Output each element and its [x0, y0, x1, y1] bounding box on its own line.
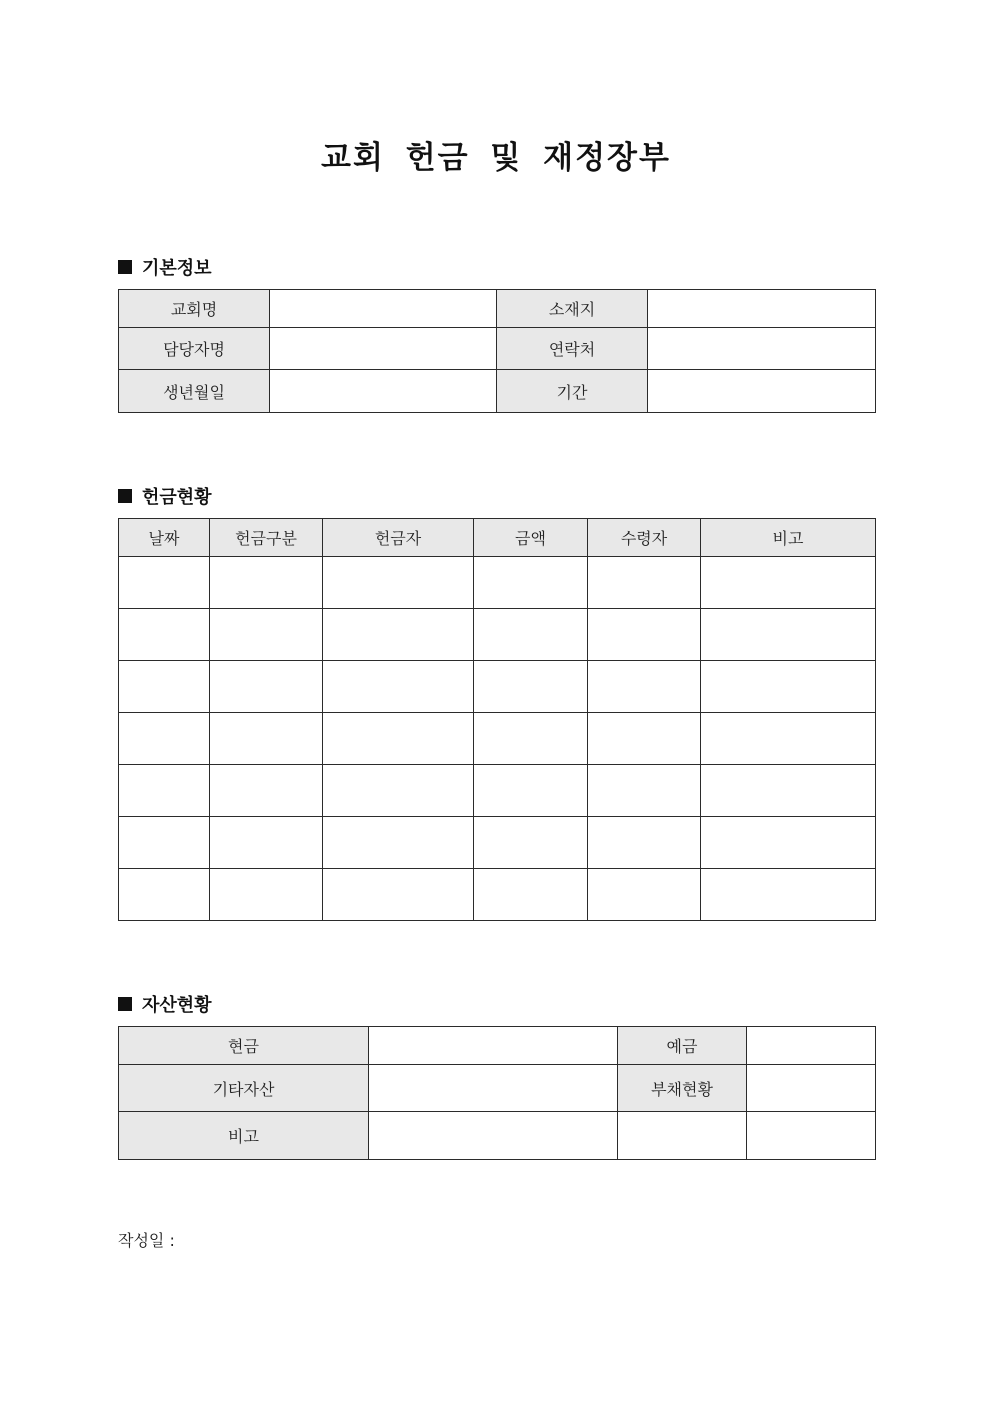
- offering-cell[interactable]: [701, 765, 876, 817]
- table-row: [119, 713, 876, 765]
- offering-cell[interactable]: [588, 713, 701, 765]
- offering-cell[interactable]: [701, 609, 876, 661]
- offering-cell[interactable]: [119, 557, 210, 609]
- empty-cell[interactable]: [747, 1112, 876, 1160]
- square-bullet-icon: [118, 260, 132, 274]
- contact-field[interactable]: [648, 328, 876, 370]
- table-row: [119, 1027, 876, 1065]
- deposit-field[interactable]: [747, 1027, 876, 1065]
- offering-cell[interactable]: [323, 765, 474, 817]
- section-heading-offering-status: [118, 483, 212, 509]
- table-row: [119, 817, 876, 869]
- offering-cell[interactable]: [588, 869, 701, 921]
- notes-field[interactable]: [369, 1112, 618, 1160]
- manager-name-label: 담당자명: [119, 328, 270, 370]
- column-header-date: 날짜: [119, 519, 210, 557]
- offering-cell[interactable]: [588, 765, 701, 817]
- offering-cell[interactable]: [474, 557, 588, 609]
- table-row: [119, 1112, 876, 1160]
- cash-label: 현금: [119, 1027, 369, 1065]
- table-row: [119, 328, 876, 370]
- offering-cell[interactable]: [701, 713, 876, 765]
- church-name-label: 교회명: [119, 290, 270, 328]
- section-heading-label: 헌금현황: [142, 487, 212, 508]
- empty-cell[interactable]: [618, 1112, 747, 1160]
- offering-cell[interactable]: [119, 817, 210, 869]
- offering-cell[interactable]: [210, 609, 323, 661]
- column-header-donor: 헌금자: [323, 519, 474, 557]
- notes-label: 비고: [119, 1112, 369, 1160]
- table-row: [119, 765, 876, 817]
- table-header-row: [119, 519, 876, 557]
- deposit-label: 예금: [618, 1027, 747, 1065]
- birth-date-field[interactable]: [270, 370, 497, 413]
- offering-cell[interactable]: [701, 817, 876, 869]
- offering-cell[interactable]: [474, 765, 588, 817]
- manager-name-field[interactable]: [270, 328, 497, 370]
- column-header-receiver: 수령자: [588, 519, 701, 557]
- offering-cell[interactable]: [210, 557, 323, 609]
- column-header-notes: 비고: [701, 519, 876, 557]
- section-heading-asset-status: [118, 991, 212, 1017]
- offering-cell[interactable]: [701, 557, 876, 609]
- offering-cell[interactable]: [474, 661, 588, 713]
- offering-cell[interactable]: [588, 817, 701, 869]
- offering-cell[interactable]: [323, 609, 474, 661]
- section-heading-label: 자산현황: [142, 995, 212, 1016]
- offering-cell[interactable]: [119, 661, 210, 713]
- table-row: [119, 869, 876, 921]
- offering-cell[interactable]: [119, 609, 210, 661]
- column-header-amount: 금액: [474, 519, 588, 557]
- other-assets-label: 기타자산: [119, 1065, 369, 1112]
- table-row: [119, 290, 876, 328]
- asset-status-table: [118, 1026, 876, 1160]
- basic-info-table: [118, 289, 876, 413]
- offering-cell[interactable]: [474, 869, 588, 921]
- column-header-offering-type: 헌금구분: [210, 519, 323, 557]
- cash-field[interactable]: [369, 1027, 618, 1065]
- offering-cell[interactable]: [210, 661, 323, 713]
- offering-cell[interactable]: [323, 557, 474, 609]
- period-field[interactable]: [648, 370, 876, 413]
- offering-rows: [119, 557, 876, 921]
- offering-cell[interactable]: [210, 765, 323, 817]
- offering-cell[interactable]: [588, 557, 701, 609]
- liabilities-field[interactable]: [747, 1065, 876, 1112]
- offering-cell[interactable]: [701, 869, 876, 921]
- church-name-field[interactable]: [270, 290, 497, 328]
- offering-cell[interactable]: [588, 609, 701, 661]
- birth-date-label: 생년월일: [119, 370, 270, 413]
- table-row: [119, 1065, 876, 1112]
- offering-cell[interactable]: [588, 661, 701, 713]
- offering-cell[interactable]: [210, 869, 323, 921]
- page-title: 교회 헌금 및 재정장부: [321, 140, 671, 176]
- offering-cell[interactable]: [210, 817, 323, 869]
- table-row: [119, 661, 876, 713]
- offering-cell[interactable]: [474, 609, 588, 661]
- offering-cell[interactable]: [323, 869, 474, 921]
- contact-label: 연락처: [497, 328, 648, 370]
- square-bullet-icon: [118, 997, 132, 1011]
- offering-cell[interactable]: [323, 661, 474, 713]
- offering-cell[interactable]: [323, 713, 474, 765]
- offering-cell[interactable]: [701, 661, 876, 713]
- offering-cell[interactable]: [119, 765, 210, 817]
- offering-cell[interactable]: [119, 713, 210, 765]
- square-bullet-icon: [118, 489, 132, 503]
- section-heading-label: 기본정보: [142, 258, 212, 279]
- table-row: [119, 557, 876, 609]
- period-label: 기간: [497, 370, 648, 413]
- offering-cell[interactable]: [474, 817, 588, 869]
- section-heading-basic-info: [118, 254, 212, 280]
- offering-status-table: [118, 518, 876, 921]
- location-field[interactable]: [648, 290, 876, 328]
- offering-cell[interactable]: [323, 817, 474, 869]
- offering-cell[interactable]: [210, 713, 323, 765]
- offering-cell[interactable]: [119, 869, 210, 921]
- offering-cell[interactable]: [474, 713, 588, 765]
- liabilities-label: 부채현황: [618, 1065, 747, 1112]
- other-assets-field[interactable]: [369, 1065, 618, 1112]
- table-row: [119, 609, 876, 661]
- table-row: [119, 370, 876, 413]
- written-date-label: 작성일 :: [118, 1231, 175, 1250]
- location-label: 소재지: [497, 290, 648, 328]
